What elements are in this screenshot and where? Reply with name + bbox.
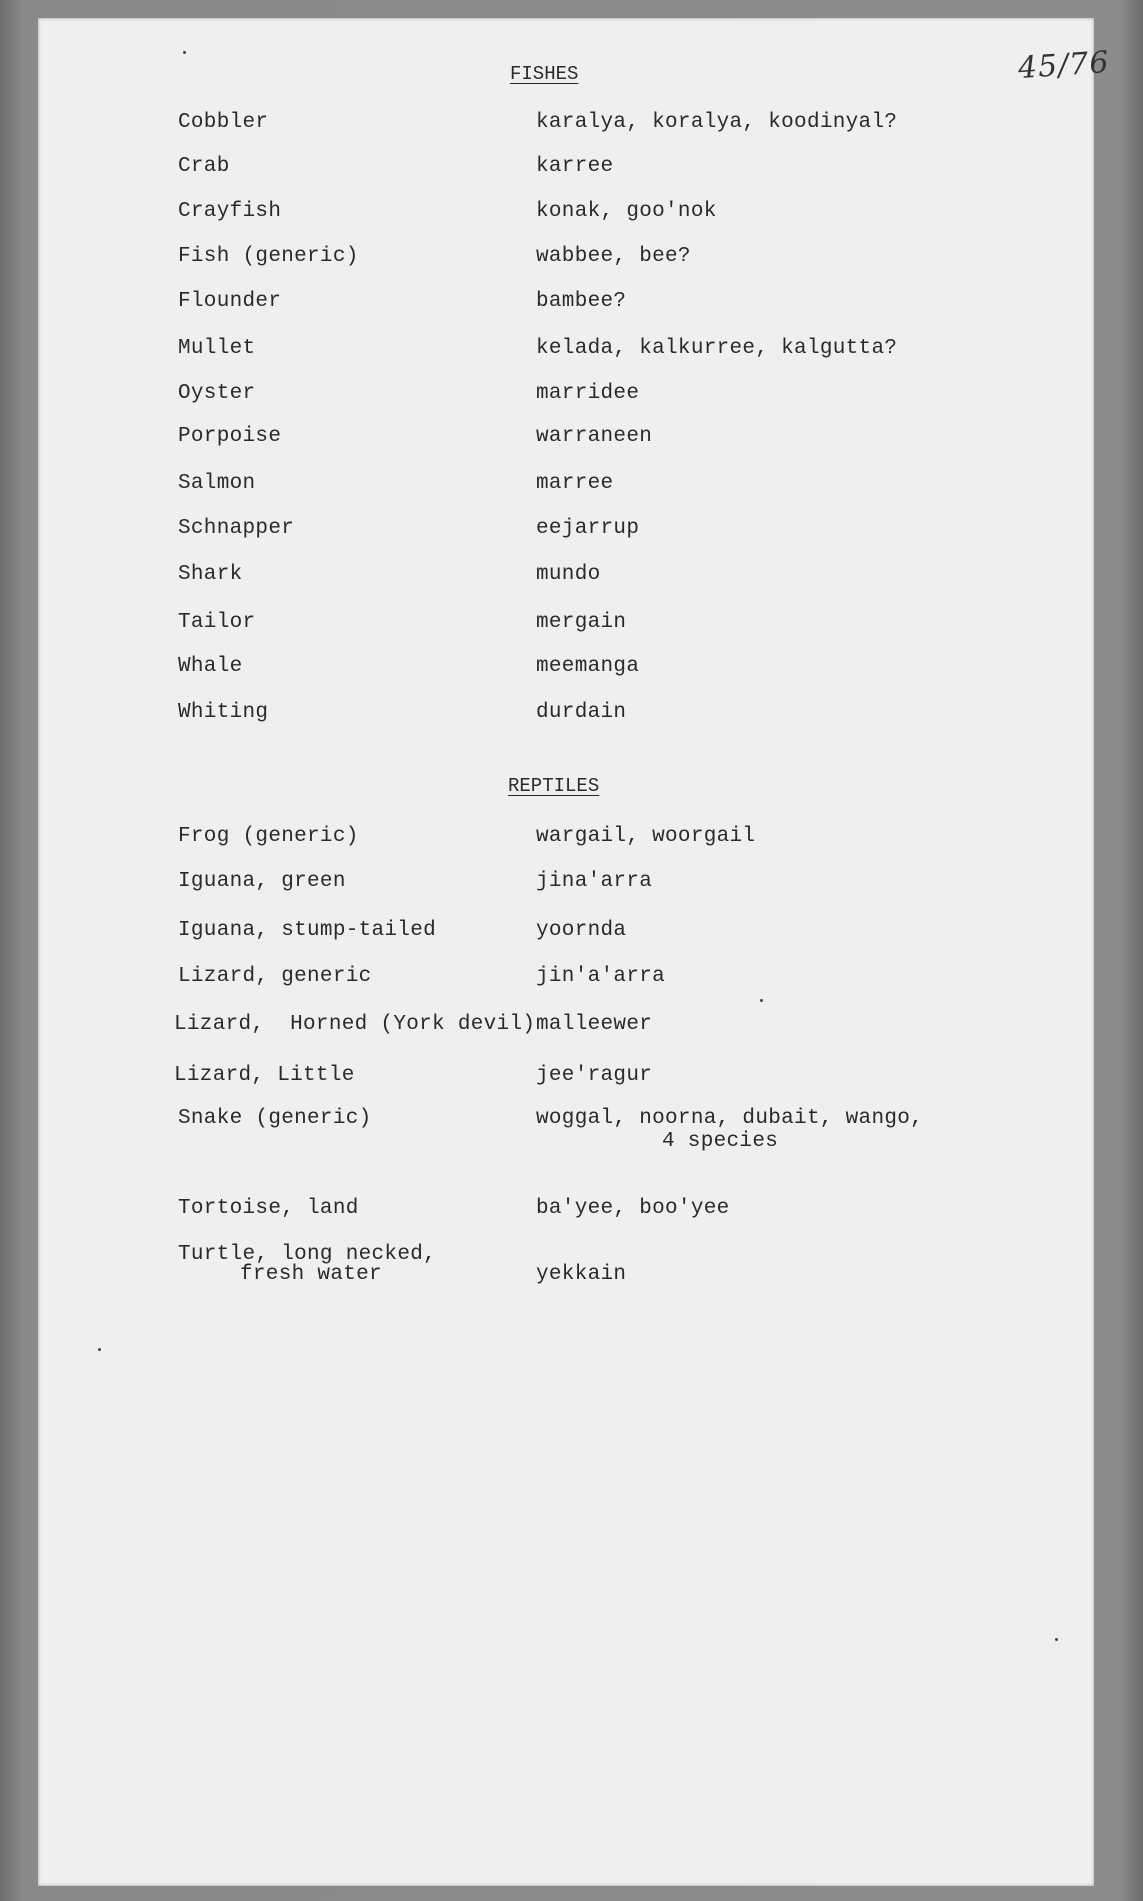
english-term: Salmon bbox=[178, 472, 256, 495]
page-number: 45/76 bbox=[1016, 44, 1111, 87]
native-term: marridee bbox=[536, 382, 640, 405]
native-term: jee'ragur bbox=[536, 1064, 653, 1087]
english-term: Snake (generic) bbox=[178, 1107, 372, 1130]
english-term: Whale bbox=[178, 655, 243, 678]
native-term: ba'yee, boo'yee bbox=[536, 1197, 730, 1220]
native-term: karalya, koralya, koodinyal? bbox=[536, 111, 898, 134]
english-term: Fish (generic) bbox=[178, 245, 359, 268]
english-term: Porpoise bbox=[178, 425, 282, 448]
english-term-line2: fresh water bbox=[240, 1263, 382, 1286]
native-term: bambee? bbox=[536, 290, 627, 313]
native-term: wabbee, bee? bbox=[536, 245, 691, 268]
native-term-line2: 4 species bbox=[662, 1130, 779, 1153]
english-term: Iguana, stump-tailed bbox=[178, 919, 437, 942]
english-term: Lizard, Little bbox=[174, 1064, 355, 1087]
native-term: meemanga bbox=[536, 655, 640, 678]
english-term: Mullet bbox=[178, 337, 256, 360]
english-term: Lizard, Horned (York devil) bbox=[174, 1013, 536, 1036]
native-term: malleewer bbox=[536, 1013, 653, 1036]
scan-speck bbox=[98, 1348, 101, 1351]
native-term: marree bbox=[536, 472, 614, 495]
scan-speck bbox=[1055, 1638, 1058, 1641]
scan-speck bbox=[183, 51, 186, 54]
english-term: Tailor bbox=[178, 611, 256, 634]
native-term: wargail, woorgail bbox=[536, 825, 756, 848]
native-term: yoornda bbox=[536, 919, 627, 942]
scan-speck bbox=[760, 999, 763, 1002]
english-term: Cobbler bbox=[178, 111, 269, 134]
english-term: Frog (generic) bbox=[178, 825, 359, 848]
english-term: Whiting bbox=[178, 701, 269, 724]
english-term: Oyster bbox=[178, 382, 256, 405]
native-term: eejarrup bbox=[536, 517, 640, 540]
native-term: warraneen bbox=[536, 425, 653, 448]
english-term: Turtle, long necked, bbox=[178, 1243, 437, 1266]
native-term: konak, goo'nok bbox=[536, 200, 717, 223]
english-term: Crayfish bbox=[178, 200, 282, 223]
paper-sheet bbox=[38, 18, 1111, 1886]
native-term: durdain bbox=[536, 701, 627, 724]
native-term: kelada, kalkurree, kalgutta? bbox=[536, 337, 898, 360]
native-term: mundo bbox=[536, 563, 601, 586]
english-term: Tortoise, land bbox=[178, 1197, 359, 1220]
native-term: mergain bbox=[536, 611, 627, 634]
english-term: Iguana, green bbox=[178, 870, 346, 893]
english-term: Schnapper bbox=[178, 517, 295, 540]
section-heading-reptiles: REPTILES bbox=[508, 775, 600, 797]
section-heading-fishes: FISHES bbox=[510, 63, 579, 85]
native-term: jina'arra bbox=[536, 870, 653, 893]
native-term: yekkain bbox=[536, 1263, 627, 1286]
english-term: Shark bbox=[178, 563, 243, 586]
native-term: jin'a'arra bbox=[536, 965, 666, 988]
native-term: woggal, noorna, dubait, wango, bbox=[536, 1107, 924, 1130]
english-term: Crab bbox=[178, 155, 230, 178]
english-term: Lizard, generic bbox=[178, 965, 372, 988]
english-term: Flounder bbox=[178, 290, 282, 313]
native-term: karree bbox=[536, 155, 614, 178]
